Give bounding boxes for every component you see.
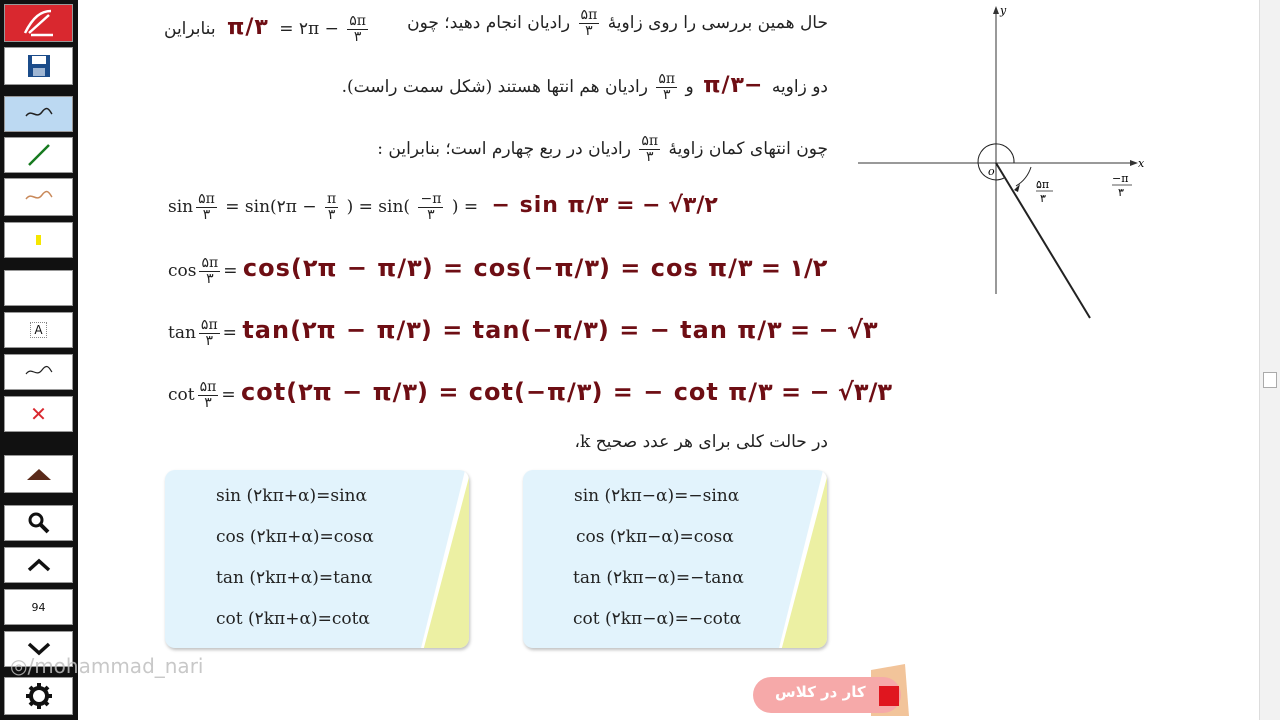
cos-handwriting: cos(۲π − π/۳) = cos(−π/۳) = cos π/۳ = ۱/۲	[242, 254, 828, 282]
angle-label-den: ۳	[1040, 192, 1046, 205]
curve-tool[interactable]	[4, 354, 73, 390]
formula-row: sin (۲kπ−α)=−sinα	[574, 486, 740, 506]
line2-text-c: رادیان هم انتها هستند (شکل سمت راست).	[341, 77, 648, 97]
freehand-tool[interactable]	[4, 96, 73, 132]
watermark	[10, 654, 203, 678]
text-tool[interactable]	[4, 312, 73, 348]
gear-icon	[25, 682, 53, 710]
formula-row: tan (۲kπ−α)=−tanα	[573, 568, 744, 588]
chevron-up-icon	[26, 557, 52, 573]
tan-frac-den: ۳	[205, 333, 214, 349]
frac-num: ۵π	[580, 7, 598, 23]
x-label: x	[1138, 157, 1145, 170]
cot-label: cot	[168, 385, 195, 405]
triangle-up-icon	[24, 466, 54, 482]
line2-text-b: و	[685, 77, 694, 97]
line3-text-b: رادیان در ربع چهارم است؛ بنابراین :	[377, 139, 631, 159]
blank-tool[interactable]	[4, 270, 73, 306]
fraction-5pi-3	[579, 8, 600, 39]
cot-handwriting: cot(۲π − π/۳) = cot(−π/۳) = − cot π/۳ = − √۳/۳	[240, 378, 892, 406]
sin-neg-pi-over-3	[418, 192, 443, 223]
formula-box-plus	[165, 470, 469, 648]
sin-mid2: ) = sin(	[346, 197, 411, 217]
cot-frac-den: ۳	[204, 395, 212, 411]
y-label: y	[1000, 4, 1007, 17]
origin-label: o	[988, 165, 995, 178]
classwork-label: کار در کلاس	[775, 683, 866, 701]
page-number[interactable]: 94	[4, 589, 73, 625]
tan-frac-num: ۵π	[200, 317, 218, 333]
formula-box-minus	[523, 470, 827, 648]
sin-pi-over-3	[325, 192, 338, 223]
settings-button[interactable]	[4, 677, 73, 715]
yellow-marker-icon	[36, 235, 41, 245]
highlighter-tool[interactable]	[4, 178, 73, 216]
line1-eq: = ۲π −	[279, 19, 339, 39]
sin-pi: π	[327, 191, 337, 207]
text-line-1	[407, 8, 828, 39]
angle-label-num: ۵π	[1036, 178, 1050, 191]
watermark-icon: ◎	[10, 654, 28, 678]
clear-tool[interactable]	[4, 396, 73, 432]
unit-circle-figure	[850, 0, 1150, 330]
frac-den-b: ۳	[353, 29, 362, 45]
fraction-5pi-3-b	[347, 14, 368, 45]
sin-equation	[168, 192, 718, 223]
cot-equation: cot $\frac{۵\pi}{۳}$ = cot(۲π − π/۳) = cot(−π/۳) = − cot π/۳ = − √۳/۳	[168, 378, 892, 411]
formula-row: sin (۲kπ+α)=sinα	[216, 486, 367, 506]
fraction-5pi-3-c	[656, 72, 677, 103]
pen-logo-icon	[19, 7, 59, 39]
curve-icon	[24, 364, 54, 380]
handwritten-pi-over-3: π/۳	[226, 15, 268, 40]
sin-frac-num: ۵π	[198, 191, 215, 207]
sin-frac-den: ۳	[202, 207, 211, 223]
frac-num-c: ۵π	[658, 71, 676, 87]
page-up-button[interactable]	[4, 547, 73, 583]
zoom-button[interactable]	[4, 505, 73, 541]
sin-negpi: −π	[420, 191, 442, 207]
text-tool-icon: A	[30, 322, 46, 338]
neg-label-den: ۳	[1118, 186, 1124, 199]
pen-logo-button[interactable]	[4, 4, 73, 42]
sin-pi-den: ۳	[327, 207, 336, 223]
document-page	[80, 0, 1260, 720]
formula-row: cot (۲kπ−α)=−cotα	[573, 609, 742, 629]
sin-mid: = sin(۲π −	[225, 197, 317, 217]
fraction-5pi-3-d	[639, 134, 660, 165]
line1-text-c: بنابراین	[164, 19, 216, 39]
formula-row: cot (۲kπ+α)=cotα	[216, 609, 370, 629]
sin-negpi-den: ۳	[427, 207, 435, 223]
text-line-1-left	[164, 14, 371, 45]
cos-frac-den: ۳	[206, 271, 214, 287]
watermark-text: /mohammad_nari	[27, 654, 204, 678]
sin-label: sin	[168, 197, 194, 217]
cos-frac-num: ۵π	[201, 255, 219, 271]
text-line-3	[377, 134, 828, 165]
frac-den: ۳	[585, 23, 593, 39]
line1-text-a: حال همین بررسی را روی زاویهٔ	[607, 13, 828, 33]
x-axis-arrow	[1130, 160, 1138, 166]
y-axis-arrow	[993, 6, 999, 14]
sin-fraction	[196, 192, 217, 223]
vertical-scrollbar[interactable]	[1259, 0, 1280, 720]
angle-arc-neg	[1016, 167, 1031, 186]
sin-handwriting: − sin π/۳ = − √۳/۲	[491, 193, 718, 218]
frac-den-c: ۳	[662, 87, 671, 103]
save-button[interactable]	[4, 47, 73, 85]
left-toolbar	[0, 0, 78, 720]
cot-fraction	[198, 380, 219, 411]
formula-row: tan (۲kπ+α)=tanα	[216, 568, 373, 588]
neg-label-num: −π	[1112, 172, 1129, 185]
search-icon	[27, 511, 51, 535]
formula-row: cos (۲kπ+α)=cosα	[216, 527, 374, 547]
freehand-icon	[24, 106, 54, 122]
handwritten-neg-pi-over-3: −π/۳	[703, 73, 763, 98]
tan-handwriting: tan(۲π − π/۳) = tan(−π/۳) = − tan π/۳ = − √۳	[242, 316, 878, 344]
line3-text-a: چون انتهای کمان زاویهٔ	[668, 139, 828, 159]
tan-fraction	[199, 318, 220, 349]
sin-mid3: ) =	[451, 197, 479, 217]
tan-equation: tan $\frac{۵\pi}{۳}$ = tan(۲π − π/۳) = tan(−π/۳) = − tan π/۳ = − √۳	[168, 316, 878, 349]
brush-curve-icon	[24, 189, 54, 205]
cot-frac-num: ۵π	[199, 379, 217, 395]
frac-den-d: ۳	[646, 149, 654, 165]
tan-label: tan	[168, 323, 196, 343]
cos-fraction	[199, 256, 220, 287]
eject-button[interactable]	[4, 455, 73, 493]
text-line-2	[342, 72, 828, 103]
frac-num-b: ۵π	[349, 13, 366, 29]
line1-text-b: رادیان انجام دهید؛ چون	[407, 13, 571, 33]
frac-num-d: ۵π	[641, 133, 659, 149]
line-tool[interactable]	[4, 137, 73, 173]
classwork-badge	[753, 664, 909, 716]
line2-text-a: دو زاویه	[771, 77, 828, 97]
general-case-text: در حالت کلی برای هر عدد صحیح k،	[574, 432, 828, 452]
yellow-marker-tool[interactable]	[4, 222, 73, 258]
close-icon: ✕	[30, 402, 47, 426]
formula-row: cos (۲kπ−α)=cosα	[576, 527, 734, 547]
scrollbar-thumb[interactable]	[1263, 372, 1277, 388]
line-icon	[24, 140, 54, 170]
cos-label: cos	[168, 261, 197, 281]
save-icon	[26, 53, 52, 79]
cos-equation: cos $\frac{۵\pi}{۳}$ = cos(۲π − π/۳) = cos(−π/۳) = cos π/۳ = ۱/۲	[168, 254, 828, 287]
